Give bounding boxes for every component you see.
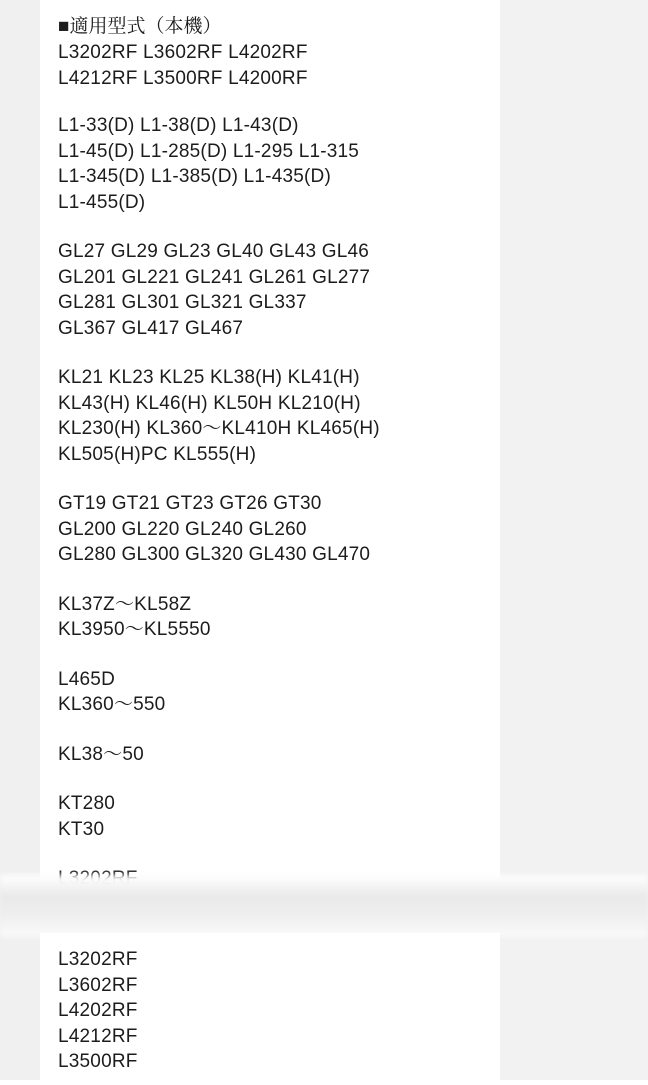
model-list-card-upper — [40, 0, 500, 916]
model-line: L1-45(D) L1-285(D) L1-295 L1-315 — [58, 140, 360, 162]
model-line: L3602RF — [58, 974, 138, 996]
model-line: KL43(H) KL46(H) KL50H KL210(H) — [58, 392, 361, 414]
section-gl-series — [40, 239, 500, 341]
heading-line-1: ■適用型式（本機） — [58, 16, 222, 37]
model-list-card-lower — [40, 933, 500, 1085]
section-l465d-series — [40, 667, 500, 718]
model-line: L4202RF — [58, 1000, 138, 1021]
heading-line-2: L3202RF L3602RF L4202RF — [58, 42, 308, 63]
model-line: GT19 GT21 GT23 GT26 GT30 — [58, 493, 322, 514]
model-line: GL281 GL301 GL321 GL337 — [58, 292, 307, 313]
model-line: GL200 GL220 GL240 GL260 — [58, 518, 307, 540]
section-divider-blur — [0, 875, 648, 937]
model-line: L465D — [58, 668, 115, 690]
model-line: GL367 GL417 GL467 — [58, 317, 244, 339]
model-line: KL37Z〜KL58Z — [58, 593, 192, 615]
model-line: L1-455(D) — [58, 191, 146, 213]
section-l1-series — [40, 113, 500, 215]
section-klz-series — [40, 592, 500, 643]
section-kl38-series — [40, 742, 500, 768]
model-line: KL505(H)PC KL555(H) — [58, 443, 257, 465]
heading-line-3: L4212RF L3500RF L4200RF — [58, 67, 308, 89]
model-line: L4212RF — [58, 1025, 138, 1047]
model-line: GL201 GL221 GL241 GL261 GL277 — [58, 266, 371, 288]
model-line: L3500RF — [58, 1051, 138, 1072]
model-line: GL27 GL29 GL23 GL40 GL43 GL46 — [58, 241, 370, 262]
model-line: KL21 KL23 KL25 KL38(H) KL41(H) — [58, 367, 360, 388]
model-line: GL280 GL300 GL320 GL430 GL470 — [58, 544, 371, 565]
model-line: L1-345(D) L1-385(D) L1-435(D) — [58, 166, 331, 187]
model-line: L3202RF — [58, 949, 138, 970]
model-line: KT30 — [58, 818, 105, 840]
section-kl-series — [40, 365, 500, 467]
section-model-list — [40, 947, 500, 1075]
model-line: KL3950〜KL5550 — [58, 619, 211, 640]
section-kt-series — [40, 791, 500, 842]
model-line: KL230(H) KL360〜KL410H KL465(H) — [58, 418, 380, 439]
model-line: L1-33(D) L1-38(D) L1-43(D) — [58, 115, 299, 136]
model-line: KT280 — [58, 793, 115, 814]
model-line: KL38〜50 — [58, 743, 144, 765]
section-gt-gl-series — [40, 491, 500, 568]
model-line: KL360〜550 — [58, 694, 166, 715]
section-heading — [40, 14, 500, 91]
